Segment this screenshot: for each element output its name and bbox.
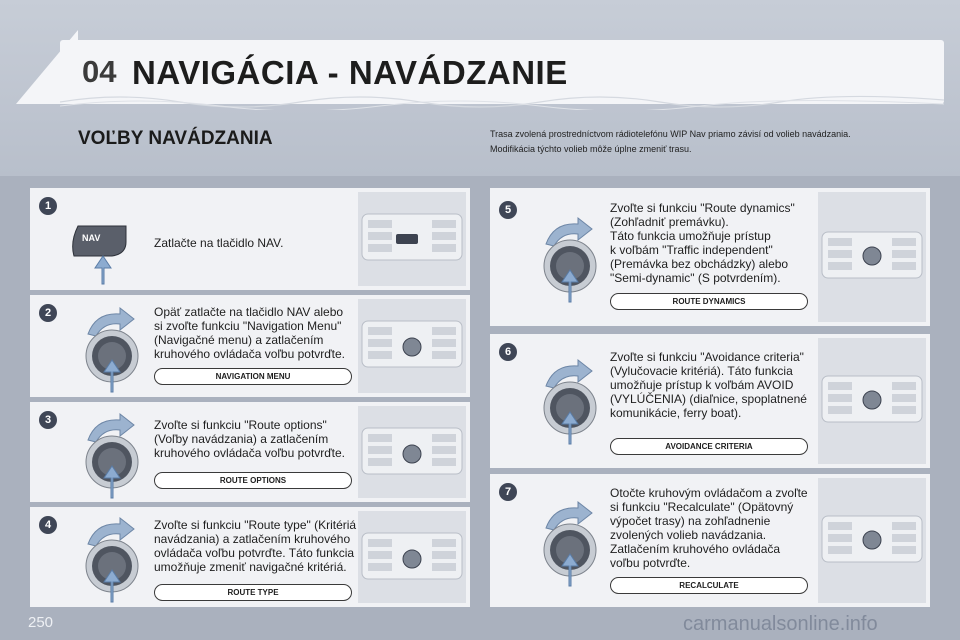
page-number: 250 — [28, 614, 54, 631]
radio-console-icon — [358, 406, 466, 498]
step-6-number: 6 — [499, 343, 517, 361]
page-title: NAVIGÁCIA - NAVÁDZANIE — [132, 54, 568, 91]
step-line: Zatlačte na tlačidlo NAV. — [154, 236, 284, 250]
radio-console-icon — [358, 192, 466, 286]
nav-button-icon — [68, 222, 130, 288]
section-title: VOĽBY NAVÁDZANIA — [78, 128, 273, 149]
step-7-number: 7 — [499, 483, 517, 501]
step-line: Zvoľte si funkciu "Route type" (Kritériá — [154, 518, 357, 532]
intro-line: Modifikácia týchto volieb môže úplne zmeniť trasu. — [490, 144, 692, 154]
radio-console-icon — [358, 299, 466, 393]
step-line: výpočet trasy) na zohľadnenie — [610, 514, 771, 528]
step-line: (Vylučovacie kritériá). Táto funkcia — [610, 364, 793, 378]
step-line: ovládača voľbu potvrďte. Táto funkcia — [154, 546, 355, 560]
step-1-number: 1 — [39, 197, 57, 215]
step-line: umožňuje prístup k voľbám AVOID — [610, 378, 794, 392]
console-image — [358, 299, 466, 393]
rotary-knob-icon — [538, 500, 602, 588]
step-2-number: 2 — [39, 304, 57, 322]
step-line: Otočte kruhovým ovládačom a zvoľte — [610, 486, 808, 500]
step-line: kruhového ovládača voľbu potvrďte. — [154, 347, 345, 361]
console-image — [818, 338, 926, 464]
console-image — [818, 192, 926, 322]
step-line: (Voľby navádzania) a zatlačením — [154, 432, 329, 446]
step-4-text — [154, 518, 356, 574]
radio-console-icon — [818, 478, 926, 603]
step-line: Opäť zatlačte na tlačidlo NAV alebo — [154, 305, 344, 319]
step-line: (Navigačné menu) a zatlačením — [154, 333, 324, 347]
rotary-knob-icon — [80, 306, 144, 394]
menu-label-recalculate: RECALCULATE — [610, 577, 808, 594]
radio-console-icon — [358, 511, 466, 603]
step-line: navádzania) a zatlačením kruhového — [154, 532, 351, 546]
step-6-text — [610, 350, 807, 420]
step-1-text — [154, 236, 283, 250]
rotary-knob-icon — [538, 358, 602, 446]
nav-button-label: NAV — [82, 233, 101, 243]
intro-text — [490, 127, 920, 157]
rotary-knob-icon — [538, 216, 602, 304]
step-line: komunikácie, ferry boat). — [610, 406, 742, 420]
menu-label-route-dynamics: ROUTE DYNAMICS — [610, 293, 808, 310]
step-line: "Semi-dynamic" (S potvrdením). — [610, 271, 781, 285]
console-image — [358, 192, 466, 286]
step-line: si zvoľte funkciu "Navigation Menu" — [154, 319, 342, 333]
step-line: zvolených volieb navádzania. — [610, 528, 767, 542]
menu-label-route-type: ROUTE TYPE — [154, 584, 352, 601]
console-image — [358, 406, 466, 498]
console-image — [818, 478, 926, 603]
menu-label-avoidance-criteria: AVOIDANCE CRITERIA — [610, 438, 808, 455]
step-2-text — [154, 305, 345, 361]
step-line: (VYLÚČENIA) (diaľnice, spoplatnené — [610, 392, 807, 406]
step-3-number: 3 — [39, 411, 57, 429]
step-line: Zvoľte si funkciu "Route dynamics" — [610, 201, 795, 215]
step-line: si funkciu "Recalculate" (Opätovný — [610, 500, 794, 514]
menu-label-navigation-menu: NAVIGATION MENU — [154, 368, 352, 385]
step-line: kruhového ovládača voľbu potvrďte. — [154, 446, 345, 460]
title-wave-decoration — [60, 90, 944, 110]
rotary-knob-icon — [80, 412, 144, 500]
step-7-text — [610, 486, 808, 570]
step-line: voľbu potvrďte. — [610, 556, 691, 570]
intro-line: Trasa zvolená prostredníctvom rádiotelefónu WIP Nav priamo závisí od volieb navádzania. — [490, 129, 851, 139]
step-line: umožňuje zmeniť navigačné kritériá. — [154, 560, 347, 574]
rotary-knob-icon — [80, 516, 144, 604]
step-5-text — [610, 201, 795, 285]
step-5-number: 5 — [499, 201, 517, 219]
step-line: k voľbám "Traffic independent" — [610, 243, 773, 257]
console-image — [358, 511, 466, 603]
step-line: Zvoľte si funkciu "Route options" — [154, 418, 327, 432]
step-line: Zatlačením kruhového ovládača — [610, 542, 781, 556]
step-line: (Zohľadniť premávku). — [610, 215, 729, 229]
chapter-number: 04 — [82, 54, 117, 89]
step-3-text — [154, 418, 345, 460]
radio-console-icon — [818, 192, 926, 322]
step-line: Zvoľte si funkciu "Avoidance criteria" — [610, 350, 804, 364]
menu-label-route-options: ROUTE OPTIONS — [154, 472, 352, 489]
step-4-number: 4 — [39, 516, 57, 534]
watermark: carmanualsonline.info — [683, 613, 878, 635]
step-line: (Premávka bez obchádzky) alebo — [610, 257, 789, 271]
step-line: Táto funkcia umožňuje prístup — [610, 229, 771, 243]
radio-console-icon — [818, 338, 926, 464]
